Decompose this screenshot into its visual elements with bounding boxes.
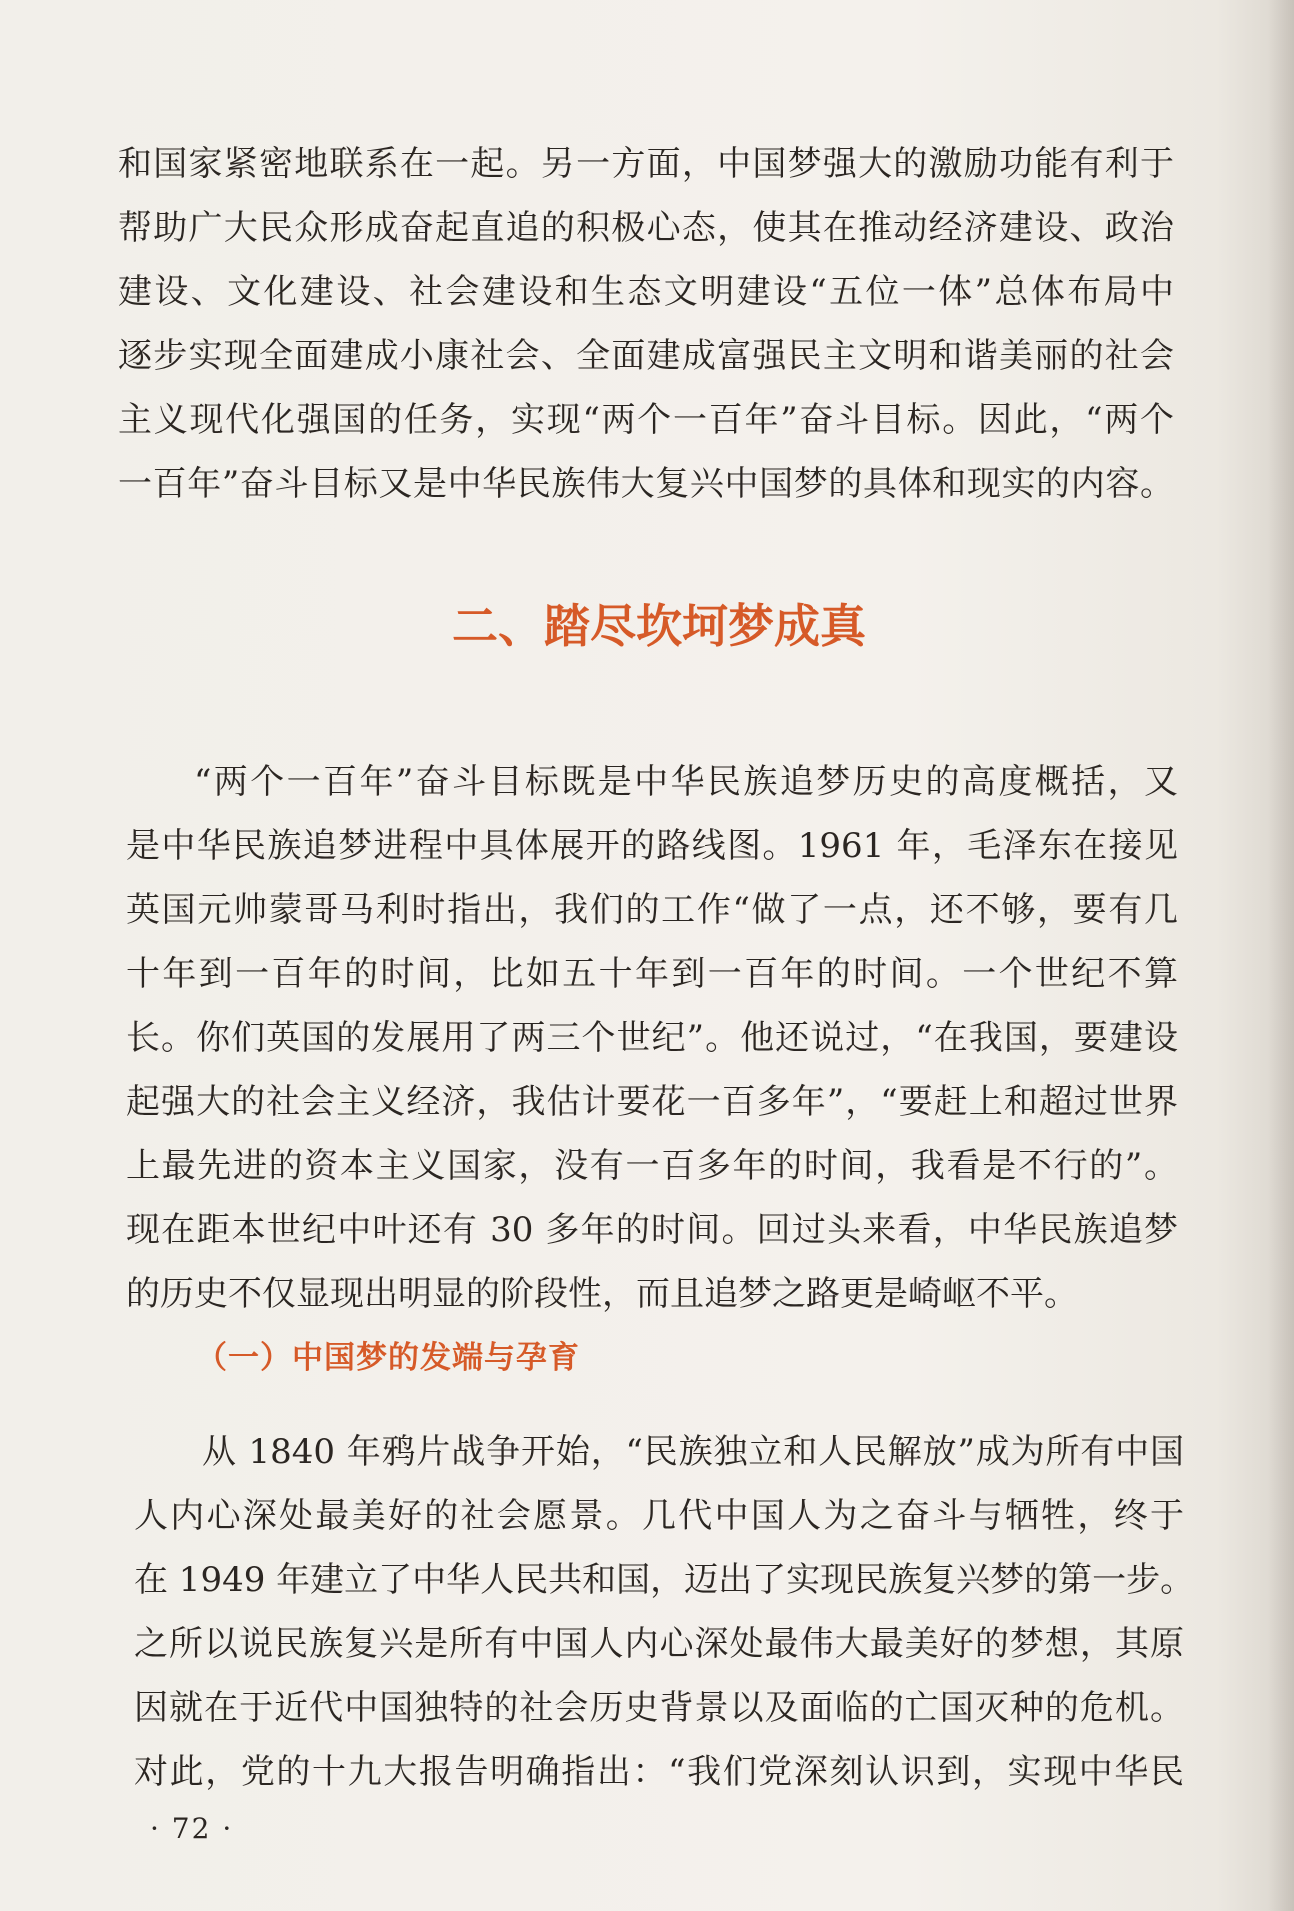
text-line: 因就在于近代中国独特的社会历史背景以及面临的亡国灭种的危机。 bbox=[134, 1688, 1184, 1728]
text-line: 对此，党的十九大报告明确指出：“我们党深刻认识到，实现中华民 bbox=[134, 1752, 1184, 1792]
body-paragraph-3 bbox=[134, 1420, 1195, 1804]
body-paragraph-1 bbox=[118, 132, 1174, 516]
text-line: 十年到一百年的时间，比如五十年到一百年的时间。一个世纪不算 bbox=[126, 954, 1178, 994]
text-line: 主义现代化强国的任务，实现“两个一百年”奋斗目标。因此，“两个 bbox=[118, 400, 1174, 440]
text-line: 逐步实现全面建成小康社会、全面建成富强民主文明和谐美丽的社会 bbox=[118, 336, 1174, 376]
text-line: 建设、文化建设、社会建设和生态文明建设“五位一体”总体布局中 bbox=[118, 272, 1174, 312]
text-line: 从 1840 年鸦片战争开始，“民族独立和人民解放”成为所有中国 bbox=[202, 1432, 1184, 1472]
text-line: 的历史不仅显现出明显的阶段性，而且追梦之路更是崎岖不平。 bbox=[126, 1274, 1078, 1314]
page-number: · 72 · bbox=[150, 1812, 234, 1845]
text-line: 人内心深处最美好的社会愿景。几代中国人为之奋斗与牺牲，终于 bbox=[134, 1496, 1184, 1536]
text-line: 和国家紧密地联系在一起。另一方面，中国梦强大的激励功能有利于 bbox=[118, 144, 1174, 184]
text-line: 一百年”奋斗目标又是中华民族伟大复兴中国梦的具体和现实的内容。 bbox=[118, 464, 1174, 504]
body-paragraph-2 bbox=[126, 750, 1178, 1326]
text-line: 英国元帅蒙哥马利时指出，我们的工作“做了一点，还不够，要有几 bbox=[126, 890, 1178, 930]
text-line: 起强大的社会主义经济，我估计要花一百多年”，“要赶上和超过世界 bbox=[126, 1082, 1178, 1122]
text-line: 长。你们英国的发展用了两三个世纪”。他还说过，“在我国，要建设 bbox=[126, 1018, 1178, 1058]
text-line: “两个一百年”奋斗目标既是中华民族追梦历史的高度概括，又 bbox=[194, 762, 1178, 802]
text-line: 是中华民族追梦进程中具体展开的路线图。1961 年，毛泽东在接见 bbox=[126, 826, 1178, 866]
text-line: 在 1949 年建立了中华人民共和国，迈出了实现民族复兴梦的第一步。 bbox=[134, 1560, 1195, 1600]
page-edge-shadow bbox=[1268, 0, 1294, 1911]
text-line: 之所以说民族复兴是所有中国人内心深处最伟大最美好的梦想，其原 bbox=[134, 1624, 1184, 1664]
text-line: 帮助广大民众形成奋起直追的积极心态，使其在推动经济建设、政治 bbox=[118, 208, 1174, 248]
section-heading: 二、踏尽坎坷梦成真 bbox=[452, 599, 866, 653]
text-line: 现在距本世纪中叶还有 30 多年的时间。回过头来看，中华民族追梦 bbox=[126, 1210, 1178, 1250]
text-line: 上最先进的资本主义国家，没有一百多年的时间，我看是不行的”。 bbox=[126, 1146, 1178, 1186]
subsection-heading: （一）中国梦的发端与孕育 bbox=[196, 1340, 580, 1376]
